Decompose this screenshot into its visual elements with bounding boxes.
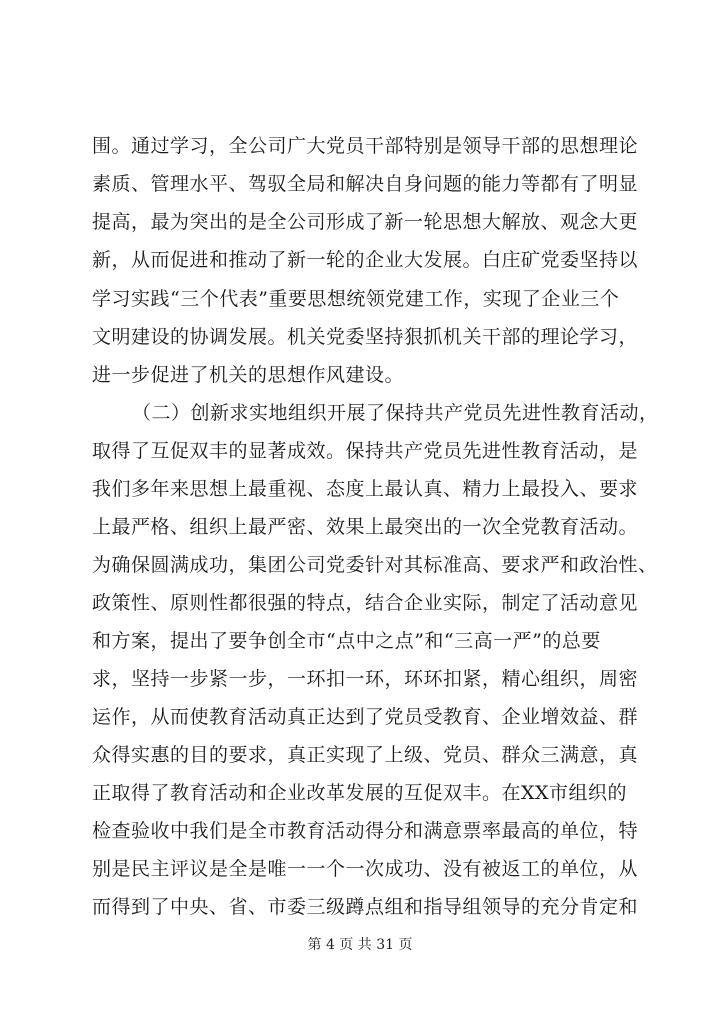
text-line: 和方案，提出了要争创全市“点中之点”和“三高一严”的总要 <box>92 630 601 652</box>
text-line: 新，从而促进和推动了新一轮的企业大发展。白庄矿党委坚持以 <box>92 249 639 271</box>
text-line: 而得到了中央、省、市委三级蹲点组和指导组领导的充分肯定和 <box>92 896 639 918</box>
paragraph-first-line: （二）创新求实地组织开展了保持共产党员先进性教育活动， <box>132 402 659 424</box>
text-line: 别是民主评议是全是唯一一个一次成功、没有被返工的单位，从 <box>92 858 639 880</box>
text-line: 素质、管理水平、驾驭全局和解决自身问题的能力等都有了明显 <box>92 173 639 195</box>
text-line: 运作，从而使教育活动真正达到了党员受教育、企业增效益、群 <box>92 706 639 728</box>
text-line: 取得了互促双丰的显著成效。保持共产党员先进性教育活动，是 <box>92 440 639 462</box>
text-line: 我们多年来思想上最重视、态度上最认真、精力上最投入、要求 <box>92 478 639 500</box>
text-line: 文明建设的协调发展。机关党委坚持狠抓机关干部的理论学习， <box>92 326 639 348</box>
text-line: 为确保圆满成功，集团公司党委针对其标准高、要求严和政治性、 <box>92 554 658 576</box>
text-line: 提高，最为突出的是全公司形成了新一轮思想大解放、观念大更 <box>92 211 639 233</box>
text-line: 学习实践“三个代表”重要思想统领党建工作，实现了企业三个 <box>92 288 620 310</box>
text-line: 进一步促进了机关的思想作风建设。 <box>92 364 405 386</box>
text-line: 政策性、原则性都很强的特点，结合企业实际，制定了活动意见 <box>92 592 639 614</box>
text-line: 求，坚持一步紧一步，一环扣一环，环环扣紧，精心组织，周密 <box>92 668 639 690</box>
text-line: 上最严格、组织上最严密、效果上最突出的一次全党教育活动。 <box>92 516 639 538</box>
text-line: 众得实惠的目的要求，真正实现了上级、党员、群众三满意，真 <box>92 744 639 766</box>
text-line: 检查验收中我们是全市教育活动得分和满意票率最高的单位，特 <box>92 820 639 842</box>
text-line: 围。通过学习，全公司广大党员干部特别是领导干部的思想理论 <box>92 135 639 157</box>
text-line: 正取得了教育活动和企业改革发展的互促双丰。在XX市组织的 <box>92 782 628 804</box>
page-number-footer: 第 4 页 共 31 页 <box>307 937 413 953</box>
